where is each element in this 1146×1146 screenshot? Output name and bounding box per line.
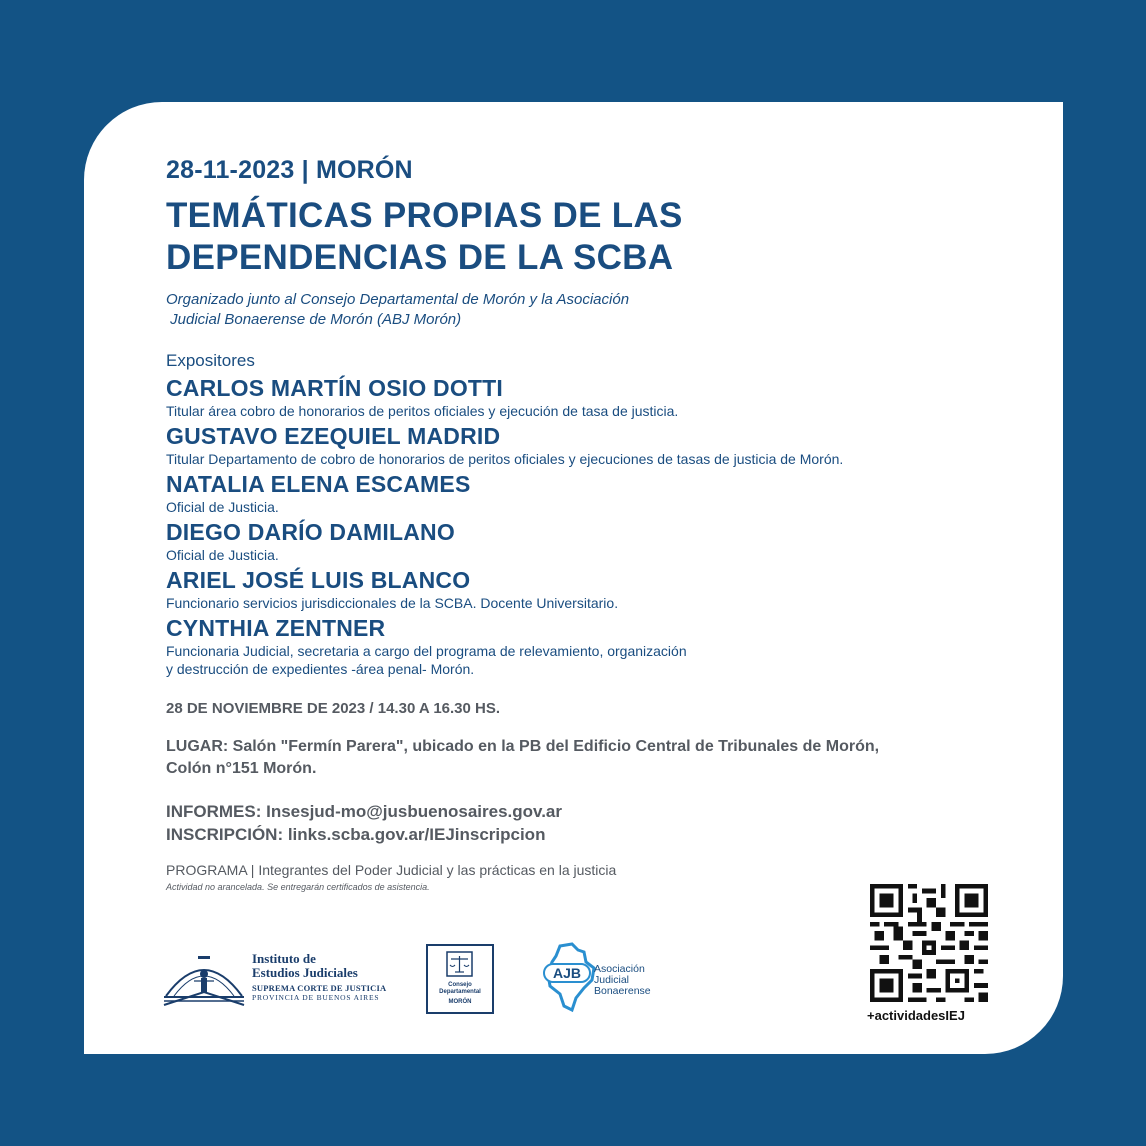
speaker-name: GUSTAVO EZEQUIEL MADRID — [166, 423, 501, 449]
program-text: PROGRAMA | Integrantes del Poder Judicial y las prácticas en la justicia — [166, 862, 617, 878]
scales-icon — [428, 950, 491, 980]
speaker-name: ARIEL JOSÉ LUIS BLANCO — [166, 567, 471, 593]
speaker-item — [166, 567, 1046, 612]
speakers-label: Expositores — [166, 351, 255, 370]
event-place-line2: Colón n°151 Morón. — [166, 760, 317, 777]
event-title-line1: TEMÁTICAS PROPIAS DE LAS — [166, 196, 683, 235]
speaker-role: Titular área cobro de honorarios de peritos oficiales y ejecución de tasa de justicia. — [166, 403, 679, 419]
ajb-badge: AJB — [552, 965, 582, 981]
iej-line2: Estudios Judiciales — [252, 965, 358, 980]
event-place — [166, 736, 879, 780]
qr-code-icon[interactable] — [870, 884, 988, 1002]
subtitle-line1: Organizado junto al Consejo Departamental de Morón y la Asociación — [166, 291, 630, 308]
speaker-role — [166, 642, 1046, 678]
event-datetime: 28 DE NOVIEMBRE DE 2023 / 14.30 A 16.30 HS. — [166, 700, 501, 717]
iej-line4: PROVINCIA DE BUENOS AIRES — [252, 993, 380, 1002]
speaker-item — [166, 423, 1046, 468]
speaker-name: NATALIA ELENA ESCAMES — [166, 471, 471, 497]
informes-email[interactable]: INFORMES: Insesjud-mo@jusbuenosaires.gov.ar — [166, 802, 562, 821]
event-date-location: 28-11-2023 | MORÓN — [166, 156, 413, 184]
consejo-line1: Consejo — [448, 982, 472, 988]
consejo-line3: MORÓN — [448, 999, 472, 1005]
speaker-role: Oficial de Justicia. — [166, 499, 279, 515]
ajb-line2: Judicial — [594, 974, 630, 986]
speaker-role: Oficial de Justicia. — [166, 547, 279, 563]
speaker-name: CARLOS MARTÍN OSIO DOTTI — [166, 375, 504, 401]
subtitle-line2: Judicial Bonaerense de Morón (ABJ Morón) — [166, 311, 462, 328]
iej-seal-icon — [162, 948, 246, 1010]
event-subtitle — [166, 290, 629, 330]
speaker-role-line1: Funcionaria Judicial, secretaria a cargo del programa de relevamiento, organización — [166, 643, 687, 659]
iej-line3: SUPREMA CORTE DE JUSTICIA — [252, 983, 387, 993]
speaker-name: CYNTHIA ZENTNER — [166, 615, 386, 641]
fee-note: Actividad no arancelada. Se entregarán certificados de asistencia. — [166, 882, 430, 892]
speaker-role: Funcionario servicios jurisdiccionales de la SCBA. Docente Universitario. — [166, 595, 619, 611]
speaker-name: DIEGO DARÍO DAMILANO — [166, 519, 455, 545]
event-title — [166, 195, 683, 279]
ajb-line1: Asociación — [594, 963, 645, 975]
speakers-list — [166, 375, 1046, 681]
event-contact — [166, 800, 562, 846]
qr-caption: +actividadesIEJ — [867, 1008, 965, 1023]
speaker-role-line2: y destrucción de expedientes -área penal- Morón. — [166, 661, 475, 677]
event-card — [84, 102, 1063, 1054]
iej-line1: Instituto de — [252, 951, 316, 966]
consejo-line2: Departamental — [439, 989, 481, 995]
iej-logo — [162, 948, 392, 1010]
speaker-item — [166, 519, 1046, 564]
speaker-item — [166, 615, 1046, 678]
ajb-line3: Bonaerense — [594, 985, 651, 997]
speaker-item — [166, 471, 1046, 516]
ajb-logo — [542, 940, 682, 1016]
event-place-line1: LUGAR: Salón "Fermín Parera", ubicado en la PB del Edificio Central de Tribunales de Morón, — [166, 738, 880, 755]
speaker-role: Titular Departamento de cobro de honorarios de peritos oficiales y ejecuciones de tasas de justicia de Morón. — [166, 451, 844, 467]
event-title-line2: DEPENDENCIAS DE LA SCBA — [166, 238, 674, 277]
consejo-logo — [426, 944, 494, 1014]
speaker-item — [166, 375, 1046, 420]
inscripcion-link[interactable]: INSCRIPCIÓN: links.scba.gov.ar/IEJinscripcion — [166, 825, 546, 844]
